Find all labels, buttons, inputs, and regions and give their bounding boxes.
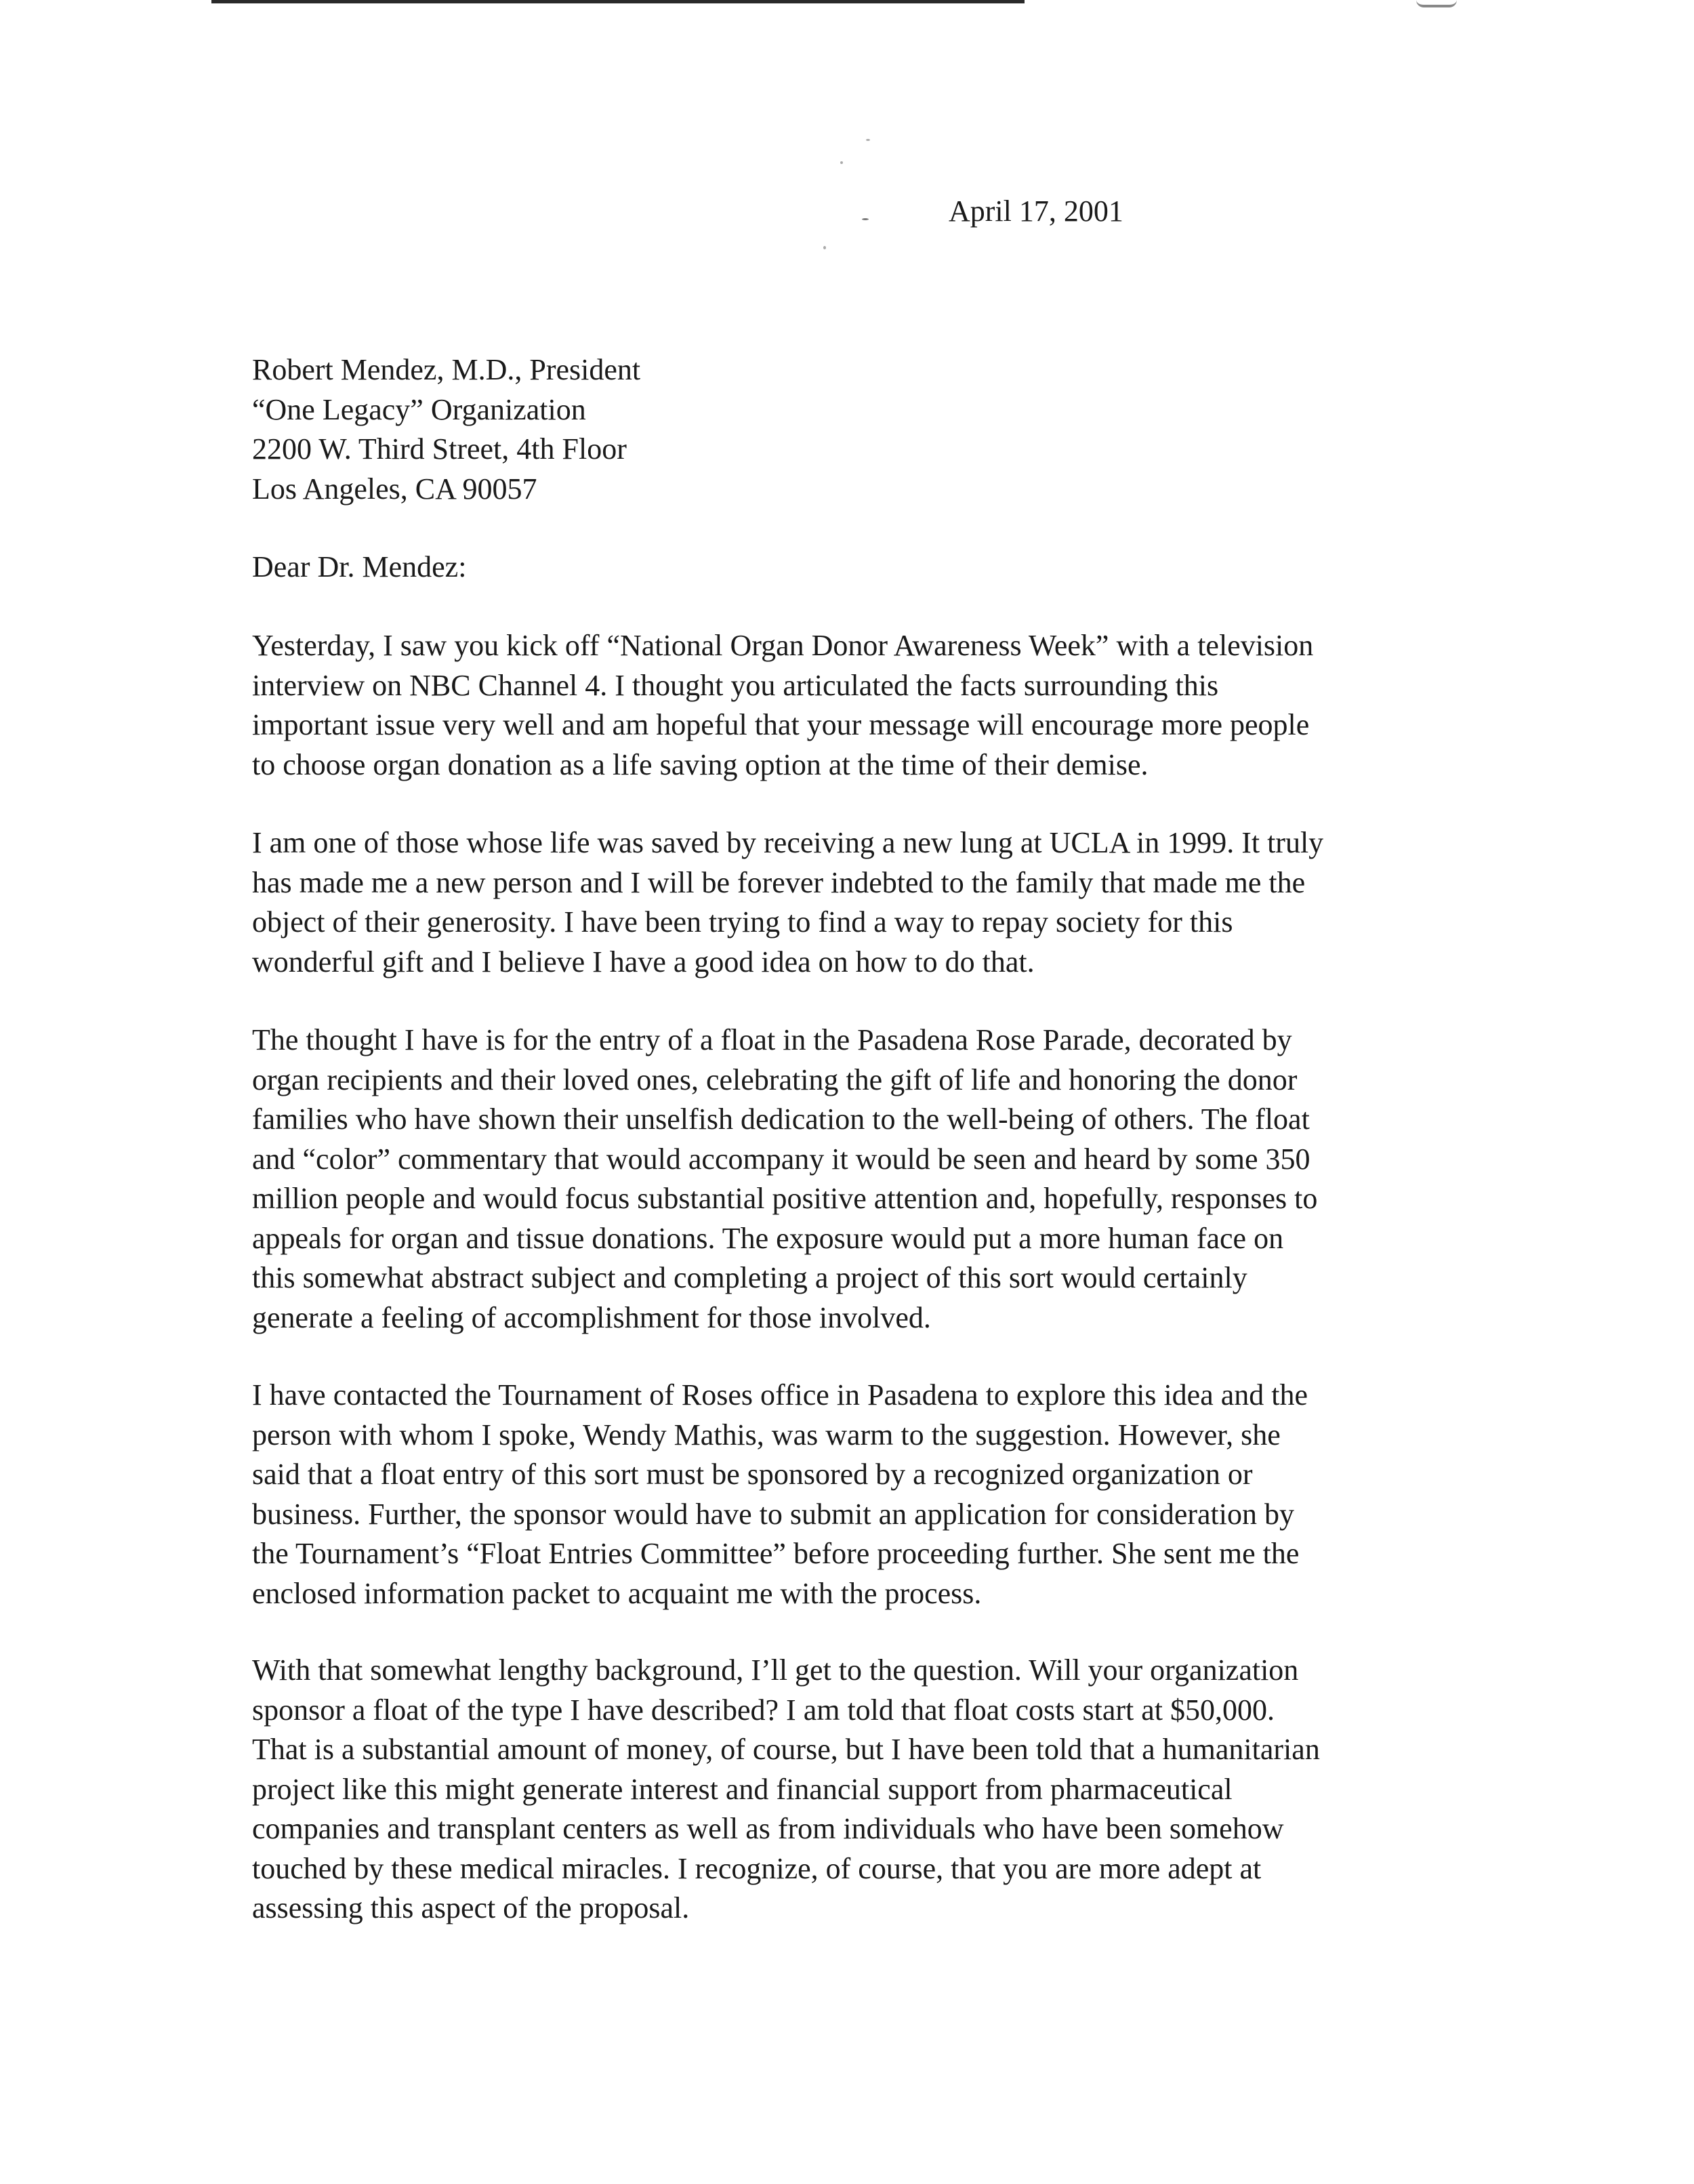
paragraph-line: Yesterday, I saw you kick off “National Organ Donor Awareness Week” with a television — [252, 629, 1314, 662]
scan-corner-mark — [1416, 0, 1457, 7]
paragraph-line: enclosed information packet to acquaint me with the process. — [252, 1576, 982, 1610]
paragraph-line: assessing this aspect of the proposal. — [252, 1891, 690, 1924]
paragraph-line: interview on NBC Channel 4. I thought you articulated the facts surrounding this — [252, 668, 1219, 702]
paragraph-line: said that a float entry of this sort must be sponsored by a recognized organization or — [252, 1458, 1253, 1491]
body-paragraph — [252, 1376, 1458, 1613]
scan-speck — [823, 246, 826, 249]
paragraph-line: the Tournament’s “Float Entries Committee” before proceeding further. She sent me the — [252, 1537, 1300, 1570]
recipient-name-line: Robert Mendez, M.D., President — [252, 353, 641, 386]
body-paragraph — [252, 626, 1458, 785]
scan-speck — [840, 161, 843, 164]
paragraph-line: companies and transplant centers as well as from individuals who have been somehow — [252, 1812, 1284, 1845]
body-paragraph — [252, 1651, 1458, 1929]
paragraph-line: appeals for organ and tissue donations. The exposure would put a more human face on — [252, 1221, 1284, 1255]
letter-date: April 17, 2001 — [949, 194, 1123, 228]
paragraph-line: million people and would focus substantial positive attention and, hopefully, responses to — [252, 1182, 1318, 1215]
body-paragraph — [252, 823, 1458, 982]
paragraph-line: generate a feeling of accomplishment for those involved. — [252, 1300, 931, 1334]
top-edge-rule — [211, 0, 1025, 3]
paragraph-line: important issue very well and am hopeful that your message will encourage more people — [252, 708, 1310, 741]
recipient-city-line: Los Angeles, CA 90057 — [252, 472, 537, 506]
paragraph-line: The thought I have is for the entry of a float in the Pasadena Rose Parade, decorated by — [252, 1023, 1292, 1056]
recipient-address-block — [252, 350, 1458, 509]
paragraph-line: to choose organ donation as a life saving option at the time of their demise. — [252, 747, 1149, 781]
scan-speck — [866, 139, 870, 141]
paragraph-line: organ recipients and their loved ones, celebrating the gift of life and honoring the donor — [252, 1063, 1298, 1096]
recipient-organization-line: “One Legacy” Organization — [252, 392, 586, 426]
paragraph-line: wonderful gift and I believe I have a good idea on how to do that. — [252, 945, 1035, 978]
paragraph-line: and “color” commentary that would accompany it would be seen and heard by some 350 — [252, 1142, 1310, 1176]
paragraph-line: families who have shown their unselfish dedication to the well-being of others. The float — [252, 1103, 1310, 1136]
paragraph-line: I have contacted the Tournament of Roses office in Pasadena to explore this idea and the — [252, 1378, 1308, 1412]
salutation: Dear Dr. Mendez: — [252, 550, 467, 583]
paragraph-line: person with whom I spoke, Wendy Mathis, was warm to the suggestion. However, she — [252, 1418, 1281, 1451]
paragraph-line: sponsor a float of the type I have described? I am told that float costs start at $50,000. — [252, 1693, 1275, 1727]
paragraph-line: I am one of those whose life was saved by receiving a new lung at UCLA in 1999. It truly — [252, 826, 1324, 859]
body-paragraph — [252, 1021, 1458, 1338]
paragraph-line: With that somewhat lengthy background, I’ll get to the question. Will your organization — [252, 1653, 1299, 1687]
paragraph-line: touched by these medical miracles. I recognize, of course, that you are more adept at — [252, 1851, 1262, 1885]
paragraph-line: has made me a new person and I will be forever indebted to the family that made me the — [252, 865, 1306, 899]
paragraph-line: project like this might generate interest and financial support from pharmaceutical — [252, 1772, 1233, 1806]
recipient-street-line: 2200 W. Third Street, 4th Floor — [252, 432, 627, 466]
paragraph-line: That is a substantial amount of money, of course, but I have been told that a humanitarian — [252, 1733, 1320, 1766]
paragraph-line: this somewhat abstract subject and completing a project of this sort would certainly — [252, 1261, 1247, 1294]
paragraph-line: object of their generosity. I have been trying to find a way to repay society for this — [252, 905, 1233, 939]
paragraph-line: business. Further, the sponsor would have to submit an application for consideration by — [252, 1497, 1294, 1531]
scan-speck — [862, 218, 869, 220]
